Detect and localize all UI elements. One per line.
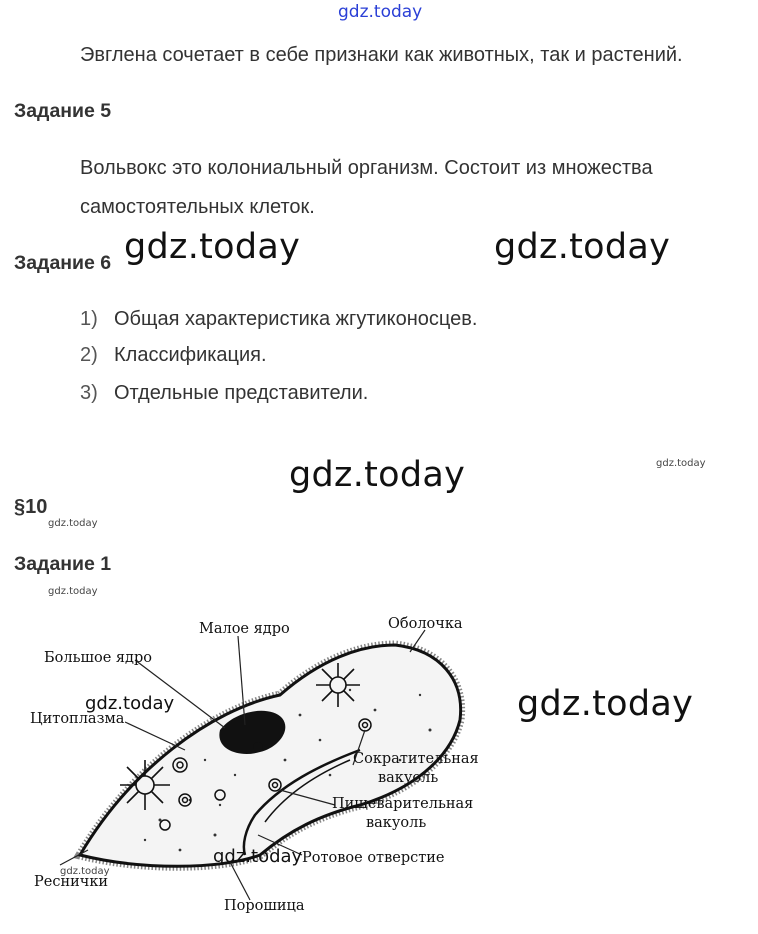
label-large-nucleus: Большое ядро [44,650,152,666]
watermark-small-3: gdz.today [48,586,98,597]
label-contractile-vacuole-1: Сократительная [353,751,479,767]
list-number: 3) [80,382,98,404]
label-cytoplasm: Цитоплазма [30,711,125,727]
intro-paragraph: Эвглена сочетает в себе признаки как животных, так и растений. [80,44,683,66]
list-number: 2) [80,344,98,366]
watermark-large-2: gdz.today [494,227,671,267]
watermark-medium-2: gdz.today [213,846,303,867]
label-membrane: Оболочка [388,616,463,632]
task6-heading: Задание 6 [14,252,112,274]
task6-item-3 [80,382,368,405]
task1-heading: Задание 1 [14,553,112,575]
watermark-medium-1: gdz.today [85,693,175,714]
watermark-small-2: gdz.today [48,518,98,529]
task5-line1: Вольвокс это колониальный организм. Состоит из множества [80,157,653,179]
small-nucleus [253,742,263,752]
label-digestive-vacuole-1: Пищеварительная [332,796,474,812]
list-number: 1) [80,308,98,330]
section-title: §10 [14,496,48,518]
task5-line2: самостоятельных клеток. [80,196,315,218]
list-item-text: Общая характеристика жгутиконосцев. [114,308,478,330]
watermark-small-4: gdz.today [60,866,110,877]
list-item-text: Отдельные представители. [114,382,369,404]
watermark-large-4: gdz.today [517,684,694,724]
watermark-large-3: gdz.today [289,455,466,495]
label-digestive-vacuole-2: вакуоль [366,815,427,831]
watermark-large-1: gdz.today [124,227,301,267]
label-oral-opening: Ротовое отверстие [302,850,445,866]
label-small-nucleus: Малое ядро [199,621,290,637]
task6-item-2 [80,344,267,367]
label-cilia: Реснички [34,874,109,890]
task5-heading: Задание 5 [14,100,112,122]
label-anal-pore: Порошица [224,898,305,914]
label-contractile-vacuole-2: вакуоль [378,770,439,786]
watermark-small-1: gdz.today [656,458,706,469]
watermark-top: gdz.today [338,2,423,22]
task6-item-1 [80,308,477,331]
list-item-text: Классификация. [114,344,267,366]
